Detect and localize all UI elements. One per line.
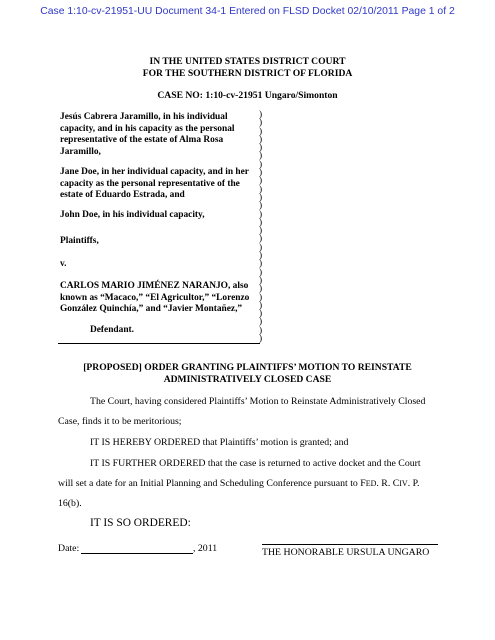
caption-line: CARLOS MARIO JIMÉNEZ NARANJO, also <box>60 281 249 291</box>
caption-parenthesis: ) <box>259 209 263 220</box>
caption-line: Jane Doe, in her individual capacity, and in her <box>60 167 249 177</box>
rule-citation: IV <box>399 479 408 488</box>
docket-header-stamp: Case 1:10-cv-21951-UU Document 34-1 Entered on FLSD Docket 02/10/2011 Page 1 of 2 <box>40 6 455 17</box>
order-title-line2: ADMINISTRATIVELY CLOSED CASE <box>163 374 332 385</box>
caption-parenthesis: ) <box>259 234 263 245</box>
caption-parenthesis-column <box>259 111 262 343</box>
caption-parenthesis: ) <box>259 267 263 278</box>
caption-parenthesis: ) <box>259 317 263 328</box>
caption-parenthesis: ) <box>259 134 263 145</box>
paragraph-3-line1: IT IS FURTHER ORDERED that the case is returned to active docket and the Court <box>90 458 421 469</box>
plaintiff-jaramillo <box>60 110 263 162</box>
caption-parenthesis: ) <box>259 242 263 253</box>
caption-parenthesis: ) <box>259 300 263 311</box>
judge-name: THE HONORABLE URSULA UNGARO <box>262 547 430 558</box>
caption-line: estate of Eduardo Estrada, and <box>60 190 185 201</box>
versus-label: v. <box>60 259 67 269</box>
caption-parenthesis: ) <box>259 168 263 179</box>
paragraph-3-text: will set a date for an Initial Planning and Scheduling Conference pursuant to <box>58 478 361 489</box>
court-name-line1: IN THE UNITED STATES DISTRICT COURT <box>149 56 346 67</box>
caption-line: capacity, and in his capacity as the personal <box>60 123 235 134</box>
defendant-name <box>60 281 263 320</box>
caption-line: known as “Macaco,” “El Agricultor,” “Lorenzo <box>60 292 250 303</box>
caption-parenthesis: ) <box>259 275 263 286</box>
caption-line: representative of the estate of Alma Rosa <box>60 135 224 146</box>
caption-parenthesis: ) <box>259 334 263 345</box>
court-name-line2: FOR THE SOUTHERN DISTRICT OF FLORIDA <box>142 68 353 79</box>
plaintiff-john-doe: John Doe, in his individual capacity, <box>60 210 205 220</box>
rule-citation: ED <box>365 479 377 488</box>
caption-parenthesis: ) <box>259 251 263 262</box>
so-ordered: IT IS SO ORDERED: <box>90 517 191 529</box>
rule-citation: F <box>360 478 366 489</box>
plaintiffs-label: Plaintiffs, <box>60 236 99 246</box>
paragraph-1-line2: Case, finds it to be meritorious; <box>58 416 182 427</box>
date-label: Date: <box>58 543 80 554</box>
caption-parenthesis: ) <box>259 118 263 129</box>
caption-parenthesis: ) <box>259 284 263 295</box>
caption-bottom-rule <box>58 343 260 344</box>
caption-parenthesis: ) <box>259 110 263 120</box>
caption-parenthesis: ) <box>259 151 263 162</box>
caption-parenthesis: ) <box>259 292 263 303</box>
caption-line: Jaramillo, <box>60 146 101 157</box>
caption-line: Jesús Cabrera Jaramillo, in his individual <box>60 112 228 122</box>
caption-parenthesis: ) <box>259 184 263 195</box>
caption-parenthesis: ) <box>259 217 263 228</box>
date-blank-line <box>81 553 193 554</box>
paragraph-2: IT IS HEREBY ORDERED that Plaintiffs’ motion is granted; and <box>90 437 349 448</box>
rule-citation: . R. C <box>376 478 400 489</box>
caption-parenthesis: ) <box>259 201 263 212</box>
case-number: CASE NO: 1:10-cv-21951 Ungaro/Simonton <box>157 90 338 101</box>
caption-line: González Quinchía,” and “Javier Montañez,” <box>60 304 243 315</box>
paragraph-3-line2 <box>58 478 419 490</box>
caption-parenthesis: ) <box>259 226 263 237</box>
caption-parenthesis: ) <box>259 176 263 187</box>
caption-parenthesis: ) <box>259 325 263 336</box>
plaintiff-jane-doe <box>60 167 263 203</box>
rule-citation: . P. <box>407 478 420 489</box>
caption-parenthesis: ) <box>259 143 263 154</box>
signature-line <box>262 544 438 545</box>
caption-parenthesis: ) <box>259 126 263 137</box>
caption-parenthesis: ) <box>259 192 263 203</box>
defendant-label: Defendant. <box>90 325 135 335</box>
paragraph-1-line1: The Court, having considered Plaintiffs’ Motion to Reinstate Administratively Closed <box>90 396 426 407</box>
order-title-line1: [PROPOSED] ORDER GRANTING PLAINTIFFS’ MOTION TO REINSTATE <box>83 362 412 373</box>
caption-parenthesis: ) <box>259 259 263 270</box>
caption-parenthesis: ) <box>259 309 263 320</box>
paragraph-3-line3: 16(b). <box>58 498 82 509</box>
caption-line: capacity as the personal representative of the <box>60 178 240 189</box>
date-year: , 2011 <box>193 543 218 554</box>
caption-parenthesis: ) <box>259 159 263 170</box>
